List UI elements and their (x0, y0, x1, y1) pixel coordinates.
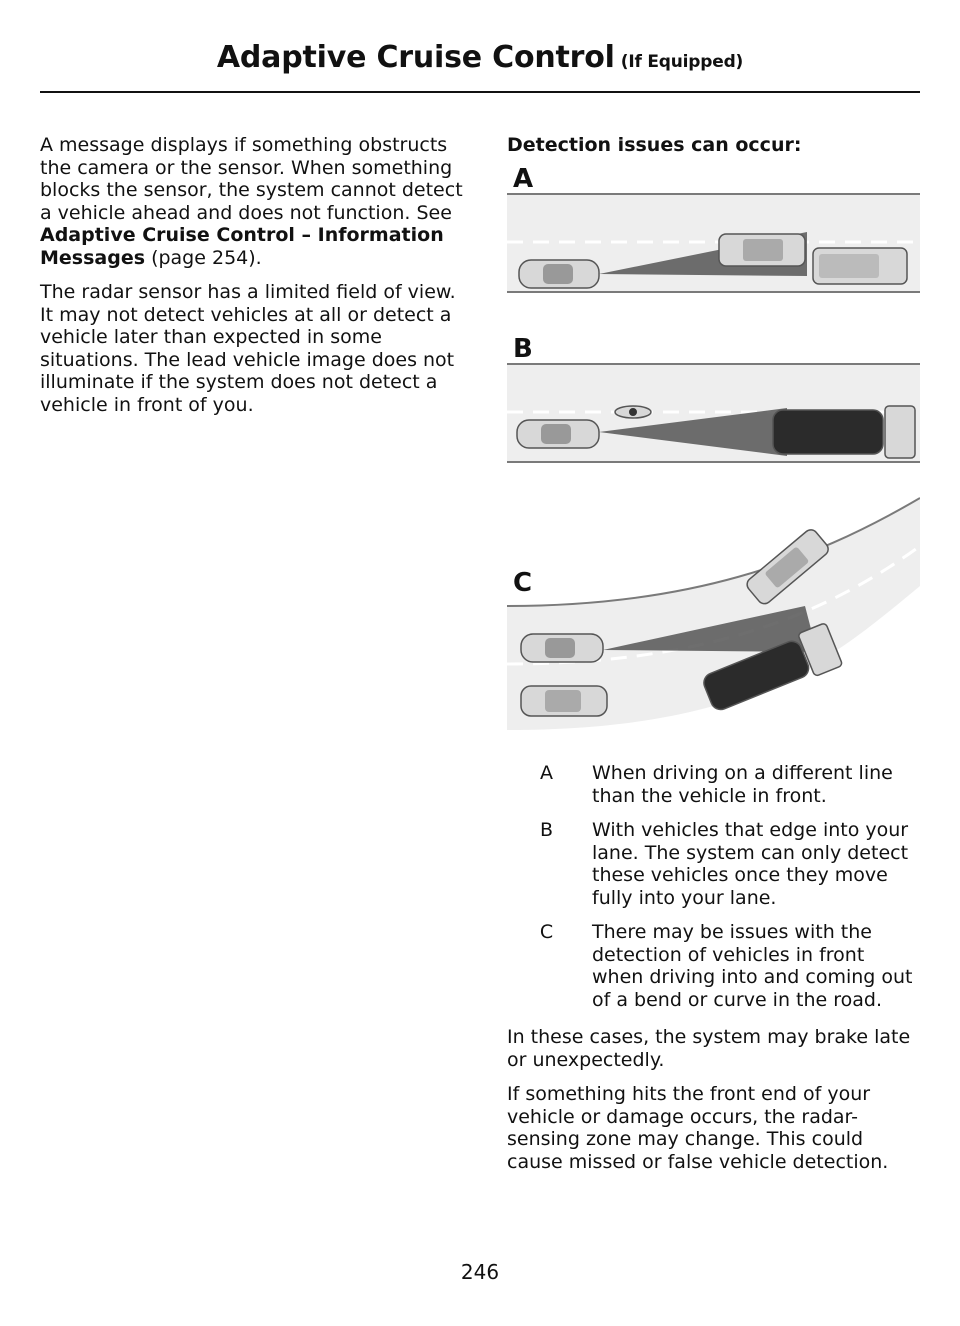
legend-description: When driving on a different line than the vehicle in front. (592, 762, 893, 807)
legend-item (507, 819, 920, 909)
paragraph-obstruction-text: A message displays if something obstructs the camera or the sensor. When something blocks the sensor, the system cannot detect a vehicle ahead and does not function. See (40, 134, 463, 224)
figure-label-c: C (513, 568, 533, 598)
page-reference: (page 254). (145, 246, 262, 269)
figure-legend (507, 762, 920, 1023)
illustration-c-drawing (507, 494, 920, 734)
own-car (519, 260, 599, 288)
legend-item (507, 921, 920, 1011)
page-title-suffix: (If Equipped) (620, 52, 744, 72)
illustration-b (507, 334, 920, 474)
legend-item (507, 762, 920, 807)
paragraph-field-of-view: The radar sensor has a limited field of view. It may not detect vehicles at all or detect a vehicle later than expected in some situations. The lead vehicle image does not illuminate if the system does not detect a vehicle in front of you. (40, 281, 456, 416)
header-divider (40, 91, 920, 93)
cross-reference-link[interactable]: Adaptive Cruise Control – Information Messages (40, 224, 444, 269)
adjacent-car (521, 686, 607, 716)
detection-issues-heading: Detection issues can occur: (507, 134, 802, 156)
legend-description: With vehicles that edge into your lane. The system can only detect these vehicles once they move fully into your lane. (592, 819, 909, 909)
figure-label-b: B (513, 334, 533, 364)
paragraph-front-damage: If something hits the front end of your vehicle or damage occurs, the radar-sensing zone may change. This could cause missed or false vehicle detection. (507, 1083, 889, 1173)
legend-key: A (540, 762, 553, 784)
right-column-paragraphs (507, 1026, 920, 1185)
legend-key: B (539, 819, 554, 841)
illustration-c (507, 494, 920, 734)
motorcycle (615, 406, 651, 418)
legend-description: There may be issues with the detection of vehicles in front when driving into and coming out of a bend or curve in the road. (592, 921, 913, 1011)
own-car (517, 420, 599, 448)
legend-key: C (539, 921, 554, 943)
left-column (40, 134, 465, 428)
lead-suv (719, 234, 805, 266)
page-title (0, 40, 960, 75)
figure-label-a: A (513, 164, 534, 194)
illustration-a-drawing (507, 164, 920, 304)
illustration-a (507, 164, 920, 304)
page-number: 246 (460, 1260, 500, 1284)
paragraph-brake-late: In these cases, the system may brake late or unexpectedly. (507, 1026, 911, 1071)
tanker-truck (773, 406, 915, 458)
right-column (507, 134, 920, 157)
own-car (521, 634, 603, 662)
page-title-main: Adaptive Cruise Control (216, 40, 615, 75)
truck (813, 248, 907, 284)
illustration-b-drawing (507, 334, 920, 474)
paragraph-obstruction-message (40, 134, 465, 269)
